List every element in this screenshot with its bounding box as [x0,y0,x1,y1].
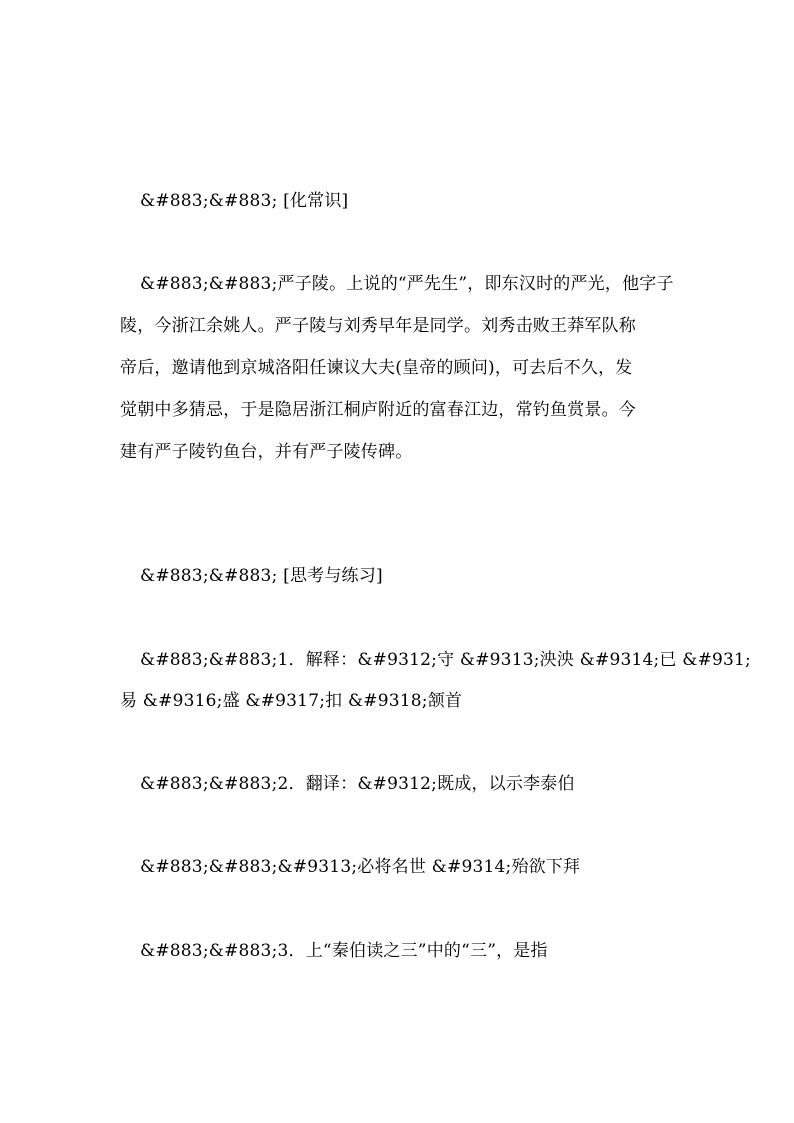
paragraph-line: 帝后，邀请他到京城洛阳任谏议大夫(皇帝的顾问)，可去后不久，发 [120,358,633,378]
section-heading-cultural-knowledge: &#883;&#883; [化常识] [140,191,349,211]
paragraph-line: 觉朝中多猜忌，于是隐居浙江桐庐附近的富春江边，常钓鱼赏景。今 [120,400,636,420]
exercise-2: &#883;&#883;2．翻译：&#9312;既成，以示李泰伯 [140,774,575,794]
paragraph-line: 建有严子陵钓鱼台，并有严子陵传碑。 [120,442,413,462]
paragraph-line: &#883;&#883;严子陵。上说的“严先生”，即东汉时的严光，他字子 [140,274,674,294]
section-heading-exercises: &#883;&#883; [思考与练习] [140,566,383,586]
exercise-1-line: &#883;&#883;1．解释：&#9312;守 &#9313;泱泱 &#9314;已 &#931; [140,650,751,670]
exercise-2-continued: &#883;&#883;&#9313;必将名世 &#9314;殆欲下拜 [140,857,581,877]
exercise-3: &#883;&#883;3．上“秦伯读之三”中的“三”，是指 [140,941,548,961]
paragraph-line: 陵，今浙江余姚人。严子陵与刘秀早年是同学。刘秀击败王莽军队称 [120,316,636,336]
exercise-1-line: 易 &#9316;盛 &#9317;扣 &#9318;颔首 [120,691,463,711]
